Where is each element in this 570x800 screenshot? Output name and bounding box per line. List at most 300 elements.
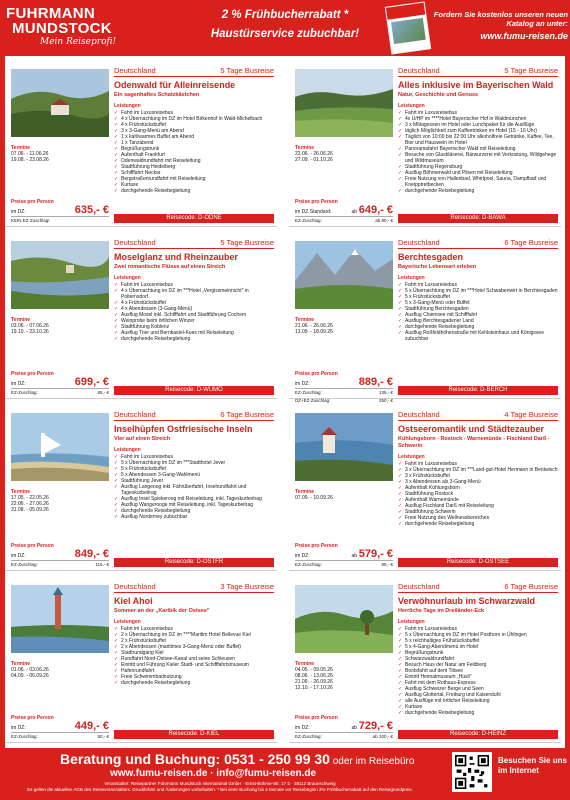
offer-subtitle: Ein sagenhaftes Schatzkästchen xyxy=(114,92,200,98)
service-item: ✓ Ausflug Wangerooge mit Reiseleitung, inkl. Tageskurbeitrag xyxy=(114,502,274,508)
price-heading: Preise pro Person xyxy=(11,199,54,205)
service-item: ✓ 5 x Frühstücksbuffet xyxy=(114,466,274,472)
logo[interactable] xyxy=(6,6,124,48)
service-item: ✓ Freie Schwimmbadnutzung xyxy=(114,674,274,680)
service-item: ✓ Eintritt und Führung Kieler Stadt- und Schifffahrtsmuseum xyxy=(114,662,274,668)
offer-text xyxy=(398,238,558,342)
service-item: ✓ durchgehende Reisebegleitung xyxy=(398,324,558,330)
offer-subtitle: Natur, Geschichte und Genuss xyxy=(398,92,479,98)
date-range: 08.06. - 13.06.26 xyxy=(295,673,333,679)
service-item: ✓ 3 x Mittagessen im Hotel oder Lunchpaket für die Ausflüge xyxy=(398,122,558,128)
dates-block xyxy=(295,317,391,335)
offer-text xyxy=(114,410,274,520)
service-item: ✓ Fahrt im Luxusreisebus xyxy=(114,110,274,116)
price-heading: Preise pro Person xyxy=(11,715,54,721)
travel-code[interactable]: Reisecode: D-ODNE xyxy=(114,214,274,223)
date-range: 13.09. - 18.09.26 xyxy=(295,329,333,335)
surcharge-row xyxy=(11,389,109,397)
dates-heading: Termine xyxy=(295,317,315,323)
services-list xyxy=(114,282,274,342)
organizer: Veranstalter: Reisepartner Fuhrmann Mundstock international GmbH · Ernst-Böhme-Str. 17 b · 38112 Braunschweig xyxy=(104,781,336,786)
destination-photo xyxy=(295,585,393,653)
offer-title[interactable]: Alles inklusive im Bayerischen Wald xyxy=(398,80,554,90)
service-item: ✓ 5 x 4-Gang-Abendmenü im Hotel xyxy=(398,644,558,650)
price-row xyxy=(11,721,109,733)
price-block xyxy=(295,715,393,741)
service-item: ✓ durchgehende Reisebegleitung xyxy=(114,188,274,194)
offer-title[interactable]: Inselhüpfen Ostfriesische Inseln xyxy=(114,424,253,434)
service-item: ✓ Begrüßungstrunk xyxy=(398,650,558,656)
service-item: ✓ Ausflug Insel Spiekeroog mit Reiseleitung, inkl. Tageskurbeitrag xyxy=(114,496,274,502)
date-range: 21.06. - 26.06.26 xyxy=(295,323,333,329)
price-value: 649,- € xyxy=(358,204,393,216)
services-heading: Leistungen xyxy=(114,275,141,281)
service-item: ✓ 5 x Übernachtung im DZ im ***Hotel Schwabenwirt in Berchtesgaden xyxy=(398,288,558,294)
dates-block xyxy=(295,661,391,691)
offer-subtitle: Herrliche Tage im Dreiländer-Eck xyxy=(398,608,485,614)
price-heading: Preise pro Person xyxy=(295,199,338,205)
service-item: ✓ Stadtführung Regensburg xyxy=(398,164,558,170)
offer-text xyxy=(398,66,558,194)
service-item: ✓ Ausflug Langeoog inkl. Fährüberfahrt, Inselrundfahrt und Tageskurbeitrag xyxy=(114,484,274,496)
price-row xyxy=(295,721,393,733)
service-item: ✓ Rundfahrt Nord-Ostsee-Kanal und seine Schleusen xyxy=(114,656,274,662)
service-item: ✓ Panoramafahrt Bayerischer Wald mit Reiseleitung xyxy=(398,146,558,152)
service-item: ✓ Schwarzwaldrundfahrt xyxy=(398,656,558,662)
offer-duration: 6 Tage Busreise xyxy=(504,582,558,591)
date-range: 31.08. - 05.09.26 xyxy=(11,507,49,513)
services-list xyxy=(114,626,274,686)
dates-heading: Termine xyxy=(295,489,315,495)
offer-region: Deutschland xyxy=(114,410,156,419)
surcharge-label: EZ-Zuschlag: xyxy=(295,734,322,739)
offer-card[interactable] xyxy=(5,62,277,227)
offer-card[interactable] xyxy=(5,234,277,399)
date-range: 07.06. - 11.06.26 xyxy=(11,151,49,157)
services-list xyxy=(398,626,558,716)
surcharge-row xyxy=(295,733,393,741)
offer-card[interactable] xyxy=(5,578,277,743)
dates-block xyxy=(11,489,107,513)
service-item: ✓ Fahrt mit dem Rothaus-Express xyxy=(398,680,558,686)
qr-caption: Besuchen Sie uns im Internet xyxy=(498,756,567,775)
services-list xyxy=(114,454,274,520)
date-range: 01.06. - 03.06.26 xyxy=(11,667,49,673)
service-item: ✓ 4 x Übernachtung im DZ im ***Hotel „Vergissmeinnicht" in Polternsdorf xyxy=(114,288,274,300)
service-item: ✓ 4 x Frühstücksbuffet xyxy=(114,300,274,306)
offer-duration: 5 Tage Busreise xyxy=(220,238,274,247)
footer-web-mail[interactable]: www.fumu-reisen.de · info@fumu-reisen.de xyxy=(110,768,317,779)
service-item: ✓ 4x Ü/HP im ****Hotel Bayerischer Hof in Waldmünchen xyxy=(398,116,558,122)
date-range: 19.08. - 23.08.26 xyxy=(11,157,49,163)
service-item: ✓ Freie Nutzung des Wellnessbereiches xyxy=(398,515,558,521)
price-from: ab xyxy=(351,209,357,215)
service-item: ✓ Kurtaxe xyxy=(114,182,274,188)
services-heading: Leistungen xyxy=(398,619,425,625)
surcharge-label: EZ-Zuschlag: xyxy=(295,390,322,395)
service-item: ✓ Fahrt im Luxusreisebus xyxy=(398,282,558,288)
date-range: 17.05. - 22.05.26 xyxy=(11,495,49,501)
dates-block xyxy=(11,145,107,163)
offer-subtitle: Bayerische Lebensart erleben xyxy=(398,264,477,270)
offer-duration: 6 Tage Busreise xyxy=(220,410,274,419)
logo-line1: FUHRMANN xyxy=(6,5,96,22)
price-value: 729,- € xyxy=(358,720,393,732)
offer-region: Deutschland xyxy=(398,582,440,591)
service-item: ✓ Freie Nutzung von Hallenbad, Whirlpool, Sauna, Dampfbad und Kneipptretbecken xyxy=(398,176,558,188)
service-item: ✓ Stadtführung Koblenz xyxy=(114,324,274,330)
surcharge-label: EZ-Zuschlag: xyxy=(295,218,322,223)
service-item: ✓ 1 x kalt/warmes Buffet am Abend xyxy=(114,134,274,140)
header xyxy=(0,0,570,56)
price-row xyxy=(295,205,393,217)
service-item: ✓ durchgehende Reisebegleitung xyxy=(398,188,558,194)
service-item: ✓ Odenwaldrundfahrt mit Reiseleitung xyxy=(114,158,274,164)
service-item: ✓ 3 x Abendessen als 3-Gang-Menü xyxy=(398,479,558,485)
services-list xyxy=(398,110,558,194)
offer-region: Deutschland xyxy=(114,582,156,591)
price-label: im DZ: xyxy=(11,381,26,387)
surcharge-row xyxy=(11,733,109,741)
dates-heading: Termine xyxy=(11,145,31,151)
service-item: ✓ Stadtführung Schwerin xyxy=(398,509,558,515)
price-row xyxy=(11,549,109,561)
offer-meta xyxy=(398,66,558,77)
price-block xyxy=(11,199,109,225)
service-item: ✓ Aufenthalt Kühlungsborn xyxy=(398,485,558,491)
surcharge-value: 115,- € xyxy=(95,562,109,567)
offer-title[interactable]: Ostseeromantik und Städtezauber xyxy=(398,424,545,434)
services-heading: Leistungen xyxy=(114,619,141,625)
catalog-url[interactable]: www.fumu-reisen.de xyxy=(480,31,568,41)
services-heading: Leistungen xyxy=(114,447,141,453)
services-list xyxy=(398,461,558,527)
price-label: im DZ: xyxy=(11,553,26,559)
service-item: ✓ Fahrt im Luxusreisebus xyxy=(398,626,558,632)
price-label: im DZ: xyxy=(295,553,310,559)
price-heading: Preise pro Person xyxy=(295,715,338,721)
service-item: ✓ Stadtführung Heidelberg xyxy=(114,164,274,170)
service-item: ✓ Weinprobe beim örtlichen Winzer xyxy=(114,318,274,324)
price-block xyxy=(295,199,393,225)
offer-meta xyxy=(114,410,274,421)
service-item: ✓ durchgehende Reisebegleitung xyxy=(114,336,274,342)
service-item: ✓ durchgehende Reisebegleitung xyxy=(114,680,274,686)
travel-code[interactable]: Reisecode: D-OSTSEE xyxy=(398,558,558,567)
surcharge-value: 250,- € xyxy=(378,398,393,403)
services-heading: Leistungen xyxy=(398,103,425,109)
offer-region: Deutschland xyxy=(114,66,156,75)
service-item: ✓ 3 x Übernachtung im DZ im ***Land-gut-Hotel Hermann in Bentwisch xyxy=(398,467,558,473)
destination-photo xyxy=(295,69,393,137)
offer-text xyxy=(114,66,274,194)
service-item: ✓ Besuche von Glasbläserei, Bärwurzerei mit Verkostung, Wildgehege und Wildmuseum xyxy=(398,152,558,164)
price-block xyxy=(11,371,109,397)
service-item: ✓ Stadtführung Berchtesgaden xyxy=(398,306,558,312)
service-item: ✓ Stadtrundgang Kiel xyxy=(114,650,274,656)
promo-early-booking: 2 % Frühbucherrabatt * xyxy=(221,9,349,21)
offer-duration: 5 Tage Busreise xyxy=(220,66,274,75)
offer-subtitle: Sommer an der „Karibik der Ostsee" xyxy=(114,608,210,614)
dates-block xyxy=(295,145,391,163)
booking-hotline[interactable] xyxy=(60,751,414,767)
price-block xyxy=(295,371,393,405)
service-item: ✓ Bootsfahrt auf dem Titisee xyxy=(398,668,558,674)
price-from: ab xyxy=(351,725,357,731)
date-range: 27.09. - 01.10.26 xyxy=(295,157,333,163)
service-item: ✓ 5 x 3-Gang-Menü oder Buffet xyxy=(398,300,558,306)
price-block xyxy=(11,715,109,741)
price-value: 449,- € xyxy=(74,720,109,732)
service-item: ✓ Ausflug Trier und Bernkastel-Kues mit Reiseleitung xyxy=(114,330,274,336)
service-item: ✓ Fahrt im Luxusreisebus xyxy=(114,282,274,288)
services-heading: Leistungen xyxy=(398,275,425,281)
service-item: ✓ Ausflug Norderney zubuchbar xyxy=(114,514,274,520)
price-row xyxy=(11,377,109,389)
offer-duration: 6 Tage Busreise xyxy=(504,238,558,247)
logo-tagline: Mein Reiseprofi! xyxy=(40,37,117,47)
dates-heading: Termine xyxy=(11,489,31,495)
price-row xyxy=(11,205,109,217)
price-row xyxy=(295,549,393,561)
date-range: 19.10. - 23.10.26 xyxy=(11,329,49,335)
service-item: ✓ Ausflug Glottertal, Freiburg und Kaiserstuhl xyxy=(398,692,558,698)
destination-photo xyxy=(11,585,109,653)
service-item: ✓ 3 x Frühstücksbuffet xyxy=(398,473,558,479)
offer-title[interactable]: Berchtesgaden xyxy=(398,252,464,262)
service-item: ✓ Ausflug Chiemsee mit Schifffahrt xyxy=(398,312,558,318)
offer-card[interactable] xyxy=(289,62,561,227)
service-item: ✓ durchgehende Reisebegleitung xyxy=(114,508,274,514)
dates-heading: Termine xyxy=(11,317,31,323)
price-heading: Preise pro Person xyxy=(295,371,338,377)
price-row xyxy=(295,377,393,389)
price-label: im DZ: xyxy=(295,725,310,731)
logo-line2: MUNDSTOCK xyxy=(12,20,112,37)
service-item: ✓ 4 x Übernachtung im DZ im Hotel Birkenhof in Wald-Michelbach xyxy=(114,116,274,122)
dates-block xyxy=(11,317,107,335)
travel-code[interactable]: Reisecode: D-KIEL xyxy=(114,730,274,739)
service-item: ✓ 2 x Übernachtung im DZ im ****Maritim Hotel Bellevue Kiel xyxy=(114,632,274,638)
service-item: ✓ Stadtführung Rostock xyxy=(398,491,558,497)
service-item: ✓ 4 x Frühstücksbuffet xyxy=(114,122,274,128)
service-item: ✓ 5 x Frühstücksbuffet xyxy=(398,294,558,300)
service-item: ✓ Besuch Haus der Natur am Feldberg xyxy=(398,662,558,668)
service-item: ✓ Hafenrundfahrt xyxy=(114,668,274,674)
service-item: ✓ Ausflug Fischland Darß mit Reiseleitung xyxy=(398,503,558,509)
service-item: ✓ 5 x Übernachtung im DZ im Hotel Posthorn in Ühlingen xyxy=(398,632,558,638)
price-block xyxy=(11,543,109,569)
catalog-text: Fordern Sie kostenlos unseren neuen Katalog an unter: xyxy=(433,10,568,28)
dates-heading: Termine xyxy=(295,145,315,151)
service-item: ✓ 1 x Tanzabend xyxy=(114,140,274,146)
offer-duration: 3 Tage Busreise xyxy=(220,582,274,591)
surcharge-row xyxy=(295,217,393,225)
offer-meta xyxy=(398,582,558,593)
service-item: ✓ Ausflug Berchtesgadener Land xyxy=(398,318,558,324)
booking-travel-agency: oder im Reisebüro xyxy=(329,756,415,767)
surcharge-label: EZ-Zuschlag: xyxy=(295,562,322,567)
destination-photo xyxy=(11,241,109,309)
service-item: ✓ Eintritt Heimatmuseum „Hüsli" xyxy=(398,674,558,680)
footer-legal xyxy=(20,781,420,793)
price-label: im DZ: xyxy=(11,209,26,215)
offer-region: Deutschland xyxy=(398,238,440,247)
price-label: im DZ Standard: xyxy=(295,209,332,215)
offer-region: Deutschland xyxy=(398,410,440,419)
service-item: ✓ Kurtaxe xyxy=(398,704,558,710)
surcharge-label: DZ+EZ-Zuschlag: xyxy=(295,398,331,403)
price-value: 889,- € xyxy=(358,376,393,388)
travel-code[interactable]: Reisecode: D-BERCH xyxy=(398,386,558,395)
service-item: ✓ 4 x Abendessen (3-Gang-Menü) xyxy=(114,306,274,312)
travel-code[interactable]: Reisecode: D-OSTFR xyxy=(114,558,274,567)
qr-code[interactable] xyxy=(452,752,492,792)
service-item: ✓ 5 x Abendessen 3-Gang-Wahlmenü xyxy=(114,472,274,478)
destination-photo xyxy=(295,413,393,481)
surcharge-value: 135,- € xyxy=(378,390,393,395)
date-range: 22.06. - 26.06.26 xyxy=(295,151,333,157)
service-item: ✓ Fahrt im Luxusreisebus xyxy=(398,110,558,116)
service-item: ✓ Bergstraßenrundfahrt mit Reiseleitung xyxy=(114,176,274,182)
dates-heading: Termine xyxy=(11,661,31,667)
offer-text xyxy=(398,410,558,527)
surcharge-label: EZ-Zuschlag: xyxy=(11,562,38,567)
offer-card[interactable] xyxy=(289,578,561,743)
date-range: 04.05. - 09.05.26 xyxy=(295,667,333,673)
surcharge-value: 85,- € xyxy=(97,390,109,395)
service-item: ✓ Ausflug Böhmerwald und Pilsen mit Reiseleitung xyxy=(398,170,558,176)
promo-door-service: Haustürservice zubuchbar! xyxy=(210,28,360,40)
service-item: ✓ 2 x Frühstücksbuffet xyxy=(114,638,274,644)
offer-card[interactable] xyxy=(289,234,561,403)
travel-code[interactable]: Reisecode: D-HEINZ xyxy=(398,730,558,739)
offer-duration: 4 Tage Busreise xyxy=(504,410,558,419)
service-item: ✓ Aufenthalt Frankfurt xyxy=(114,152,274,158)
service-item: ✓ 5 x Übernachtung im DZ im ***Stadthotel Jever xyxy=(114,460,274,466)
surcharge-label: EZ-Zuschlag: xyxy=(11,734,38,739)
surcharge-value: ab 100,- € xyxy=(372,734,393,739)
price-from: ab xyxy=(351,553,357,559)
price-heading: Preise pro Person xyxy=(11,543,54,549)
surcharge-value: 50,- € xyxy=(97,734,109,739)
surcharge-label: KEIN EZ-Zuschlag! xyxy=(11,218,50,223)
service-item: ✓ Fahrt im Luxusreisebus xyxy=(114,454,274,460)
service-item: ✓ täglich Möglichkeit zum Kaffeetrinken im Hotel (15 - 16 Uhr) xyxy=(398,128,558,134)
service-item: ✓ Ausflug Roßfeldhöhenstraße mit Kehlsteinhaus und Königssee zubuchbar xyxy=(398,330,558,342)
date-range: 03.06. - 07.06.26 xyxy=(11,323,49,329)
promo xyxy=(196,8,374,42)
offer-region: Deutschland xyxy=(114,238,156,247)
service-item: ✓ Ausflug Schweizer Berge und Seen xyxy=(398,686,558,692)
dates-heading: Termine xyxy=(295,661,315,667)
service-item: ✓ alle Ausflüge mit örtlicher Reiseleitung xyxy=(398,698,558,704)
offer-card[interactable] xyxy=(289,406,561,571)
price-heading: Preise pro Person xyxy=(295,543,338,549)
service-item: ✓ Begrüßungstrunk xyxy=(114,146,274,152)
travel-code[interactable]: Reisecode: D-WUMO xyxy=(114,386,274,395)
offer-meta xyxy=(398,410,558,421)
service-item: ✓ Ausflug Mosel inkl. Schifffahrt und Stadtführung Cochem xyxy=(114,312,274,318)
service-item: ✓ Fahrt im Luxusreisebus xyxy=(398,461,558,467)
offer-text xyxy=(398,582,558,716)
catalog-image xyxy=(385,1,431,54)
price-value: 635,- € xyxy=(74,204,109,216)
dates-block xyxy=(11,661,107,679)
destination-photo xyxy=(295,241,393,309)
price-value: 699,- € xyxy=(74,376,109,388)
price-block xyxy=(295,543,393,569)
offer-card[interactable] xyxy=(5,406,277,571)
offer-duration: 5 Tage Busreise xyxy=(504,66,558,75)
service-item: ✓ Stadtführung Jever xyxy=(114,478,274,484)
offer-meta xyxy=(114,66,274,77)
date-range: 21.09. - 26.09.26 xyxy=(295,679,333,685)
service-item: ✓ durchgehende Reisebegleitung xyxy=(398,521,558,527)
destination-photo xyxy=(11,69,109,137)
service-item: ✓ Schifffahrt Neckar xyxy=(114,170,274,176)
services-list xyxy=(398,282,558,342)
date-range: 22.06. - 27.06.26 xyxy=(11,501,49,507)
date-range: 07.09. - 10.09.26 xyxy=(295,495,333,501)
surcharge-value: ab 80,- € xyxy=(375,218,393,223)
offer-title[interactable]: Kiel Ahoi xyxy=(114,596,153,606)
offer-text xyxy=(114,238,274,342)
terms-note: Es gelten die aktuellen AGB des Reiseveranstalters. Druckfehler und Änderungen vorbehalten. * Bei einer Buchung bis 4 Monate vor Reisebeginn 2% Frühbucherrabatt auf den Reisegrundpreis. xyxy=(27,787,413,792)
offer-subtitle: Zwei romantische Flüsse auf einen Streich xyxy=(114,264,226,270)
surcharge-row xyxy=(295,561,393,569)
dates-block xyxy=(295,489,391,501)
offer-subtitle: Vier auf einen Streich xyxy=(114,436,171,442)
offer-region: Deutschland xyxy=(398,66,440,75)
booking-phone: Beratung und Buchung: 0531 - 250 99 30 xyxy=(60,751,330,767)
offer-title[interactable]: Odenwald für Alleinreisende xyxy=(114,80,236,90)
surcharge-value: 85,- € xyxy=(381,562,393,567)
service-item: ✓ 2 x Abendessen (maritimes 3-Gang-Menü oder Buffet) xyxy=(114,644,274,650)
offers-grid xyxy=(5,56,565,748)
surcharge-row xyxy=(11,217,109,225)
offer-title[interactable]: Verwöhnurlaub im Schwarzwald xyxy=(398,596,536,606)
price-label: im DZ: xyxy=(11,725,26,731)
service-item: ✓ durchgehende Reisebegleitung xyxy=(398,710,558,716)
surcharge-row xyxy=(11,561,109,569)
service-item: ✓ 3 x 3-Gang-Menü am Abend xyxy=(114,128,274,134)
price-label: im DZ: xyxy=(295,381,310,387)
price-value: 849,- € xyxy=(74,548,109,560)
travel-code[interactable]: Reisecode: D-BAWA xyxy=(398,214,558,223)
date-range: 12.10. - 17.10.26 xyxy=(295,685,333,691)
surcharge-row xyxy=(295,397,393,405)
service-item: ✓ 5 x reichhaltiges Frühstücksbuffet xyxy=(398,638,558,644)
offer-subtitle: Kühlungsborn - Rostock - Warnemünde - Fischland Darß - Schwerin xyxy=(398,436,550,449)
service-item: ✓ Aufenthalt Warnemünde xyxy=(398,497,558,503)
price-heading: Preise pro Person xyxy=(11,371,54,377)
date-range: 04.09. - 06.09.26 xyxy=(11,673,49,679)
footer xyxy=(0,748,570,800)
offer-text xyxy=(114,582,274,686)
offer-meta xyxy=(114,238,274,249)
service-item: ✓ Fahrt im Luxusreisebus xyxy=(114,626,274,632)
offer-title[interactable]: Moselglanz und Rheinzauber xyxy=(114,252,239,262)
service-item: ✓ Täglich von 10:00 bis 22:00 Uhr alkoholfreie Getränke, Kaffee, Tee, Bier und Hauswein im Hotel xyxy=(398,134,558,146)
services-list xyxy=(114,110,274,194)
surcharge-row xyxy=(295,389,393,397)
services-heading: Leistungen xyxy=(398,454,425,460)
services-heading: Leistungen xyxy=(114,103,141,109)
surcharge-label: EZ-Zuschlag: xyxy=(11,390,38,395)
offer-meta xyxy=(114,582,274,593)
catalog-info xyxy=(432,10,568,42)
